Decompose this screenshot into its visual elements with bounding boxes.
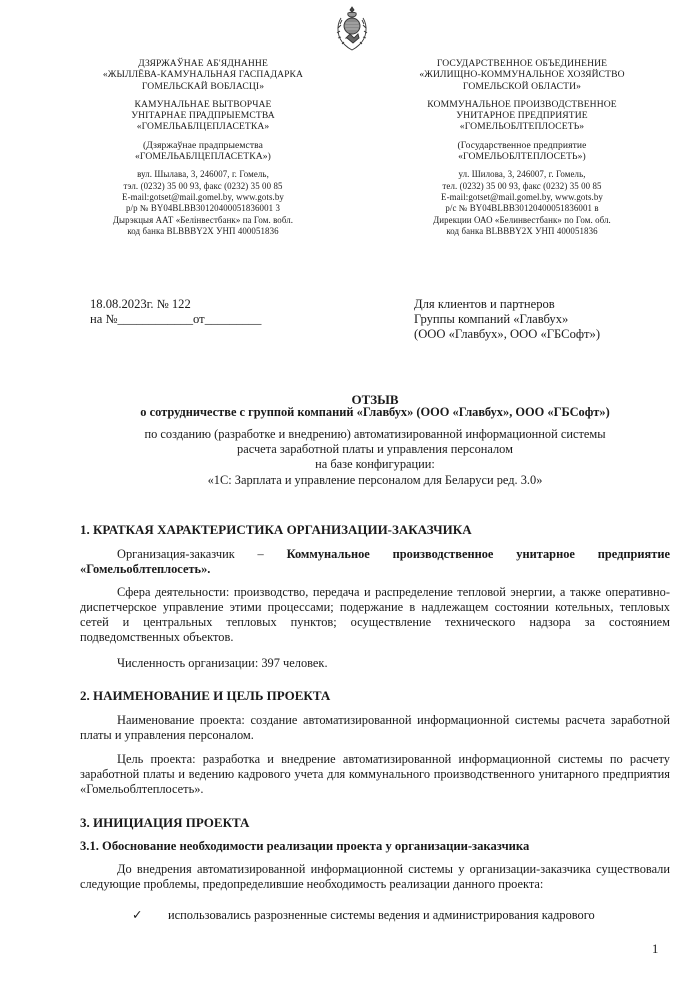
document-subtitle: о сотрудничестве с группой компаний «Главбух» (ООО «Главбух», ООО «ГБСофт») xyxy=(140,405,610,419)
page-number: 1 xyxy=(652,942,659,956)
description-line: расчета заработной платы и управления персоналом xyxy=(237,442,513,457)
description-line: на базе конфигурации: xyxy=(315,457,435,472)
list-item-text: использовались разрозненные системы ведения и администрирования кадрового xyxy=(168,908,595,922)
letterhead-line: ГОСУДАРСТВЕННОЕ ОБЪЕДИНЕНИЕ xyxy=(436,58,608,69)
checkmark-icon: ✓ xyxy=(132,908,143,922)
letterhead-line: Дирекции ОАО «Белинвестбанк» по Гом. обл. xyxy=(433,214,611,225)
letterhead-line: «ЖИЛИЩНО-КОММУНАЛЬНОЕ ХОЗЯЙСТВО xyxy=(419,69,625,81)
letterhead-line: КАМУНАЛЬНАЕ ВЫТВОРЧАЕ xyxy=(134,98,272,110)
letterhead-line: УНІТАРНАЕ ПРАДПРЫЕМСТВА xyxy=(131,110,275,122)
customer-organization xyxy=(80,547,670,577)
addressee-block xyxy=(414,297,600,342)
document-description xyxy=(80,427,670,488)
letterhead-line: УНИТАРНОЕ ПРЕДПРИЯТИЕ xyxy=(456,110,588,122)
project-goal-paragraph: Цель проекта: разработка и внедрение автоматизированной информационной системы по расчету заработной платы и ведению кадрового учета для коммунального производственного унитарного предприятия «Гомельоблтеплосеть». xyxy=(80,752,670,796)
reference-number: 18.08.2023г. № 122 xyxy=(90,297,191,311)
letterhead-line: КОММУНАЛЬНОЕ ПРОИЗВОДСТВЕННОЕ xyxy=(427,98,617,110)
reply-to-reference: на №____________от_________ xyxy=(90,312,262,326)
letterhead-spacer xyxy=(392,92,652,99)
letterhead-line: «ГОМЕЛЬАБЛЦЕПЛАСЕТКА» xyxy=(136,121,270,133)
description-line: по созданию (разработке и внедрению) автоматизированной информационной системы xyxy=(144,427,606,441)
subsection-heading: 3.1. Обоснование необходимости реализации проекта у организации-заказчика xyxy=(80,839,530,853)
letterhead-line: р/с № BY04BLBB30120400051836001 в xyxy=(445,203,599,214)
letterhead-right xyxy=(392,58,652,237)
letterhead-line: код банка BLBBBY2X УНП 400051836 xyxy=(446,225,598,236)
letterhead-line: р/р № BY04BLBB30120400051836001 3 xyxy=(125,203,281,214)
activity-paragraph: Сфера деятельности: производство, передача и распределение тепловой энергии, а также оперативно-диспетчерское управление этими процессами; подержание в надлежащем состоянии котельных, тепловых сетей и центральных тепловых пунктов; осуществление технического надзора за состоянием подведомственных объектов. xyxy=(80,585,670,644)
customer-label: Организация-заказчик – xyxy=(117,547,264,561)
letterhead-line: «ГОМЕЛЬОБЛТЕПЛОСЕТЬ» xyxy=(459,121,585,133)
addressee-line: (ООО «Главбух», ООО «ГБСофт») xyxy=(414,327,601,341)
section-heading: 2. НАИМЕНОВАНИЕ И ЦЕЛЬ ПРОЕКТА xyxy=(80,688,331,703)
letterhead-line: вул. Шылава, 3, 246007, г. Гомель, xyxy=(137,169,269,180)
letterhead-line: Дырэкцыя ААТ «Белінвестбанк» па Гом. вобл. xyxy=(112,214,294,225)
letterhead-spacer xyxy=(72,133,334,140)
letterhead-line: тел. (0232) 35 00 93, факс (0232) 35 00 85 xyxy=(442,180,602,191)
belarus-coat-of-arms-icon xyxy=(333,4,371,52)
letterhead-spacer xyxy=(72,92,334,99)
letterhead-line: ул. Шилова, 3, 246007, г. Гомель, xyxy=(458,169,586,180)
letterhead-line: E-mail:gotset@mail.gomel.by, www.gots.by xyxy=(122,191,284,202)
outgoing-reference xyxy=(90,297,261,327)
document-title: ОТЗЫВ xyxy=(351,392,399,407)
letterhead-line: код банка BLBBBY2X УНП 400051836 xyxy=(127,225,279,236)
section-heading: 1. КРАТКАЯ ХАРАКТЕРИСТИКА ОРГАНИЗАЦИИ-ЗАКАЗЧИКА xyxy=(80,522,472,537)
letterhead-line: «ГОМЕЛЬАБЛЦЕПЛАСЕТКА») xyxy=(135,151,271,163)
section-heading: 3. ИНИЦИАЦИЯ ПРОЕКТА xyxy=(80,815,250,830)
letterhead-line: (Дзяржаўнае прадпрыемства xyxy=(142,139,264,151)
letterhead-line: E-mail:gotset@mail.gomel.by, www.gots.by xyxy=(441,191,603,202)
addressee-line: Для клиентов и партнеров xyxy=(414,297,555,311)
letterhead-line: ДЗЯРЖАЎНАЕ АБ'ЯДНАННЕ xyxy=(138,58,268,69)
letterhead-line: «ГОМЕЛЬОБЛТЕПЛОСЕТЬ») xyxy=(458,151,586,163)
letterhead-line: «ЖЫЛЛЁВА-КАМУНАЛЬНАЯ ГАСПАДАРКА xyxy=(102,69,304,81)
staff-count: Численность организации: 397 человек. xyxy=(117,656,328,670)
letterhead-left xyxy=(72,58,334,237)
problems-intro: До внедрения автоматизированной информационной системы у организации-заказчика существовали следующие проблемы, предопределившие необходимость реализации данного проекта: xyxy=(80,862,670,891)
letterhead-line: ГОМЕЛЬСКАЙ ВОБЛАСЦІ» xyxy=(141,80,265,92)
description-line: «1С: Зарплата и управление персоналом для Беларуси ред. 3.0» xyxy=(207,472,543,487)
letterhead-line: (Государственное предприятие xyxy=(457,139,587,151)
letterhead-line: ГОМЕЛЬСКОЙ ОБЛАСТИ» xyxy=(462,80,582,92)
addressee-line: Группы компаний «Главбух» xyxy=(414,312,569,326)
letterhead-spacer xyxy=(392,162,652,169)
letterhead-line: тэл. (0232) 35 00 93, факс (0232) 35 00 85 xyxy=(123,180,283,191)
letterhead-spacer xyxy=(72,162,334,169)
customer-name: Коммунальное производственное унитарное предприятие «Гомельоблтеплосеть». xyxy=(80,547,670,576)
letterhead-spacer xyxy=(392,133,652,140)
project-name-paragraph: Наименование проекта: создание автоматизированной информационной системы расчета заработной платы и управления персоналом. xyxy=(80,713,670,742)
